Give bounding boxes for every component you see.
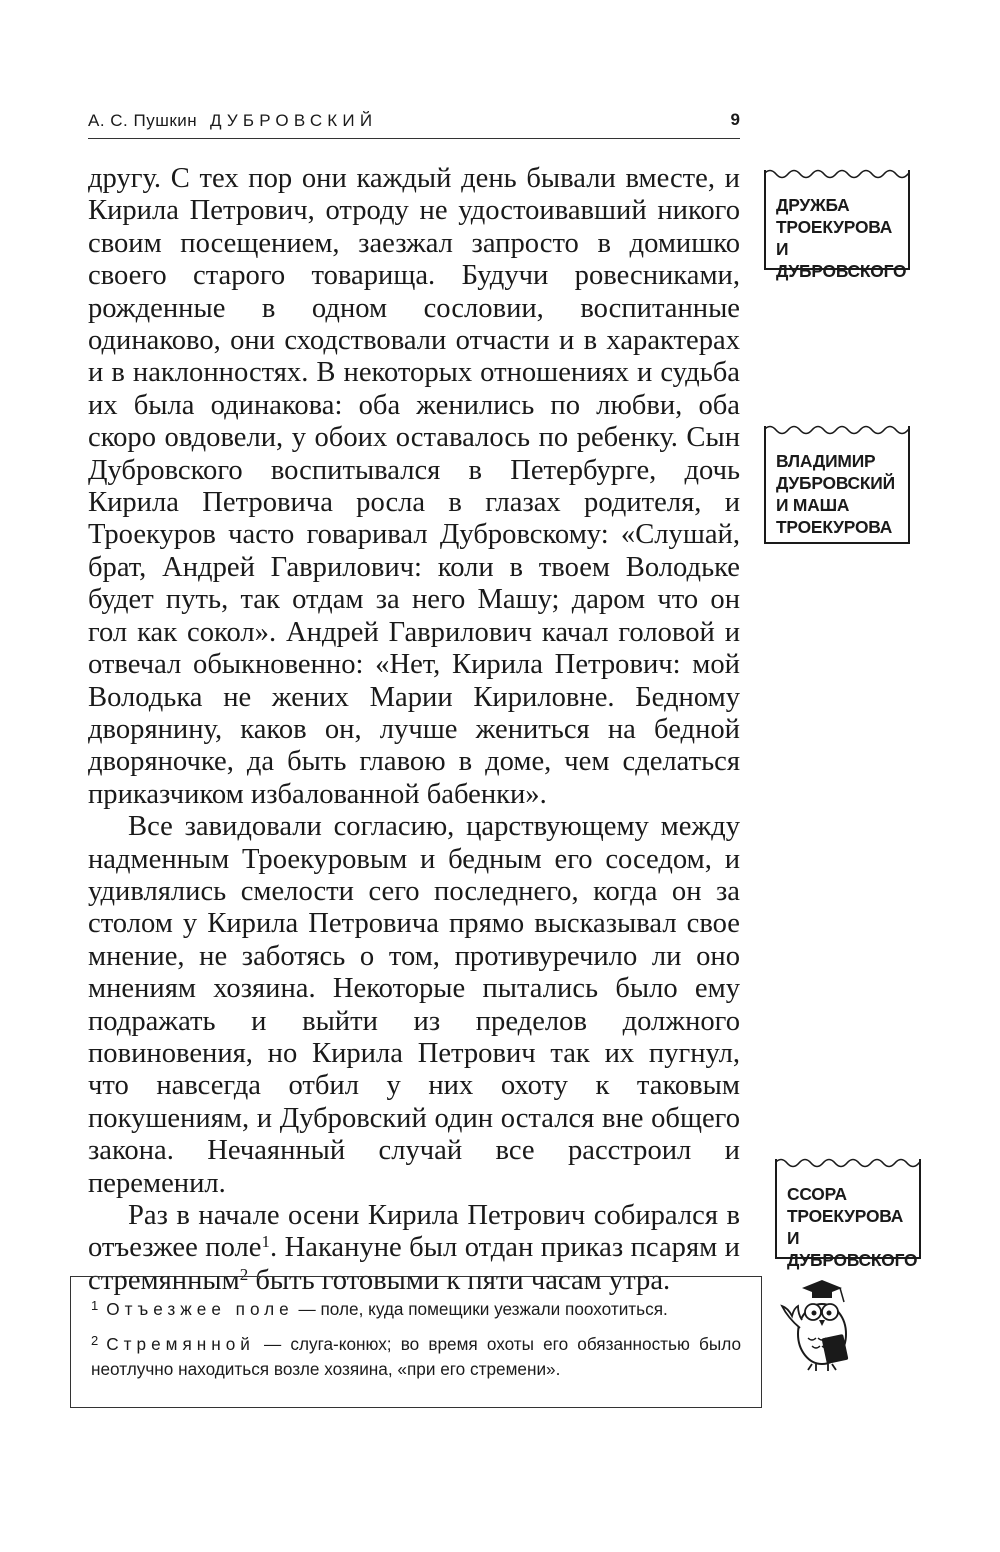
wavy-border-icon bbox=[764, 167, 910, 181]
footnote-2 bbox=[91, 1332, 741, 1382]
page-number: 9 bbox=[730, 110, 740, 129]
margin-note-friendship bbox=[764, 174, 910, 281]
note-line: ДУБРОВСКОГО bbox=[776, 261, 907, 281]
paragraph-text: Раз в начале осени Кирила Петрович собирался в отъезжее поле bbox=[88, 1200, 740, 1264]
footnote-term: Стремянной bbox=[106, 1334, 255, 1354]
footnote-ref-1[interactable]: 1 bbox=[261, 1232, 270, 1252]
paragraph: Все завидовали согласию, царствующему между надменным Троекуровым и бедным его соседом, и удивлялись смелости сего последнего, когда он за столом у Кирила Петровича прямо высказывал свое мнение, не заботясь о том, противуречило ли оно мнениям хозяина. Некоторые пытались было ему подражать и выйти из пределов должного повиновения, но Кирила Петрович так их пугнул, что навсегда отбил у них охоту к таковым покушениям, и Дубровский один остался вне общего закона. Нечаянный случай все расстроил и переменил. bbox=[88, 811, 740, 1199]
note-line: ВЛАДИМИР bbox=[776, 451, 876, 471]
margin-note-quarrel bbox=[775, 1163, 921, 1270]
note-line: ТРОЕКУРОВА И bbox=[787, 1206, 904, 1248]
footnote-text: — поле, куда помещики уезжали поохотиться. bbox=[293, 1299, 668, 1319]
running-header bbox=[88, 108, 740, 139]
note-line: ССОРА bbox=[787, 1184, 847, 1204]
note-line: И МАША bbox=[776, 495, 850, 515]
note-line: ТРОЕКУРОВА bbox=[776, 517, 893, 537]
note-line: ДРУЖБА bbox=[776, 195, 850, 215]
footnote-1 bbox=[91, 1297, 741, 1322]
footnote-number: 2 bbox=[91, 1333, 99, 1348]
note-line: ДУБРОВСКИЙ bbox=[776, 473, 895, 493]
paragraph-text: быть готовыми к пяти часам утра. bbox=[248, 1264, 671, 1296]
owl-reading-icon bbox=[772, 1278, 868, 1374]
footnote-text: — слуга-конюх; во время охоты его обязанностью было неотлучно находиться возле хозяина, «при его стремени». bbox=[91, 1334, 741, 1379]
margin-note-vladimir-masha bbox=[764, 430, 910, 544]
main-text bbox=[88, 163, 740, 1297]
note-line: ДУБРОВСКОГО bbox=[787, 1250, 918, 1270]
paragraph: другу. С тех пор они каждый день бывали вместе, и Кирила Петрович, отроду не удостоивавший никого своим посещением, заезжал запросто в домишко своего старого товарища. Будучи ровесниками, рожденные в одном сословии, воспитанные одинаково, они сходствовали отчасти и в характерах и в наклонностях. В некоторых отношениях и судьба их была одинакова: оба женились по любви, оба скоро овдовели, у обоих оставалось по ребенку. Сын Дубровского воспитывался в Петербурге, дочь Кирила Петровича росла в глазах родителя, и Троекуров часто говаривал Дубровскому: «Слушай, брат, Андрей Гаврилович: коли в твоем Володьке будет путь, так отдам за него Машу; даром что он гол как сокол». Андрей Гаврилович качал головой и отвечал обыкновенно: «Нет, Кирила Петрович: мой Володька не жених Марии Кириловне. Бедному дворянину, каков он, лучше жениться на бедной дворяночке, да быть главою в доме, чем сделаться приказчиком избалованной бабенки». bbox=[88, 163, 740, 810]
footnote-number: 1 bbox=[91, 1298, 99, 1313]
header-title: ДУБРОВСКИЙ bbox=[210, 111, 378, 130]
header-author: А. С. Пушкин bbox=[88, 111, 198, 130]
wavy-border-icon bbox=[764, 423, 910, 437]
footnote-ref-2[interactable]: 2 bbox=[239, 1264, 249, 1284]
footnote-term: Отъезжее поле bbox=[106, 1299, 294, 1319]
footnotes-box bbox=[70, 1276, 762, 1408]
wavy-border-icon bbox=[775, 1156, 921, 1170]
paragraph-text: . Накануне был отдан приказ псарям и стремянным bbox=[88, 1232, 740, 1296]
note-line: ТРОЕКУРОВА И bbox=[776, 217, 893, 259]
